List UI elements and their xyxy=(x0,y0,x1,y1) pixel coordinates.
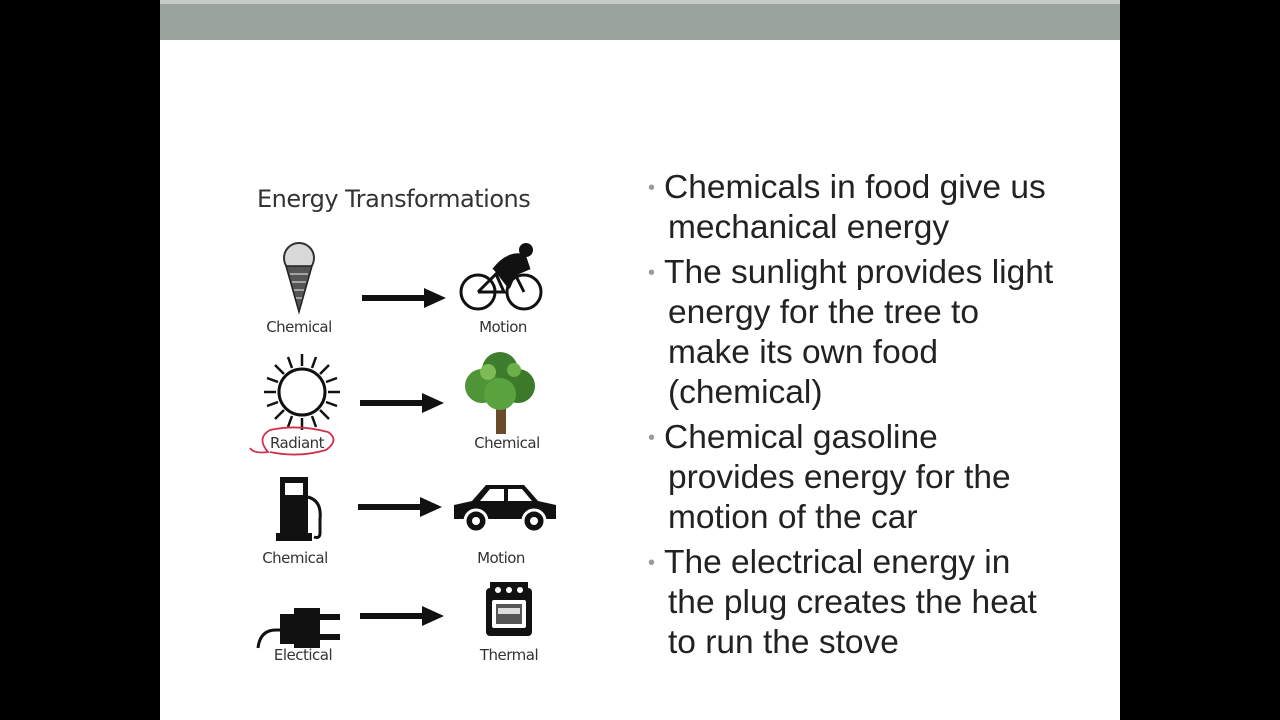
bullet-item xyxy=(648,418,1118,538)
gas-pump-icon xyxy=(276,475,328,543)
bullet-line: to run the stove xyxy=(668,624,899,661)
bullet-dot-icon: • xyxy=(648,427,656,449)
figure-title: Energy Transformations xyxy=(257,185,531,213)
row-3-from-label: Chemical xyxy=(262,549,328,567)
bullet-line: make its own food xyxy=(668,334,938,371)
plug-icon xyxy=(254,600,344,650)
energy-figure xyxy=(240,170,570,680)
bullet-line: provides energy for the xyxy=(668,459,1011,496)
arrow-icon xyxy=(358,497,442,517)
bullet-line: The electrical energy in xyxy=(664,544,1011,581)
transformation-row-1 xyxy=(240,240,570,350)
bullet-line: the plug creates the heat xyxy=(668,584,1037,621)
car-icon xyxy=(452,479,558,535)
transformation-row-2 xyxy=(240,350,570,460)
bullet-dot-icon: • xyxy=(648,177,656,199)
cyclist-icon xyxy=(458,240,546,315)
row-4-from-label: Electical xyxy=(273,646,333,664)
bullet-item xyxy=(648,168,1118,248)
arrow-icon xyxy=(360,606,444,626)
slide-header-bar xyxy=(160,0,1120,40)
ice-cream-icon xyxy=(278,240,320,315)
transformation-row-4 xyxy=(240,580,570,690)
arrow-icon xyxy=(360,393,444,413)
row-3-to-label: Motion xyxy=(477,549,525,567)
arrow-icon xyxy=(362,288,446,308)
bullet-line: Chemicals in food give us xyxy=(664,169,1046,206)
bullet-line: motion of the car xyxy=(668,499,918,536)
slide xyxy=(160,0,1120,720)
bullet-line: energy for the tree to xyxy=(668,294,979,331)
row-2-to-label: Chemical xyxy=(474,434,540,452)
row-2-from-label: Radiant xyxy=(269,434,325,452)
row-4-to-label: Thermal xyxy=(479,646,539,664)
bullet-line: (chemical) xyxy=(668,374,823,411)
bullet-line: The sunlight provides light xyxy=(664,254,1054,291)
bullet-list xyxy=(648,168,1118,668)
bullet-dot-icon: • xyxy=(648,552,656,574)
bullet-dot-icon: • xyxy=(648,262,656,284)
bullet-item xyxy=(648,253,1118,413)
bullet-item xyxy=(648,543,1118,663)
bullet-line: Chemical gasoline xyxy=(664,419,938,456)
transformation-row-3 xyxy=(240,475,570,585)
row-1-from-label: Chemical xyxy=(266,318,332,336)
bullet-line: mechanical energy xyxy=(668,209,950,246)
stove-icon xyxy=(484,582,534,638)
tree-icon xyxy=(462,350,538,436)
row-1-to-label: Motion xyxy=(479,318,527,336)
